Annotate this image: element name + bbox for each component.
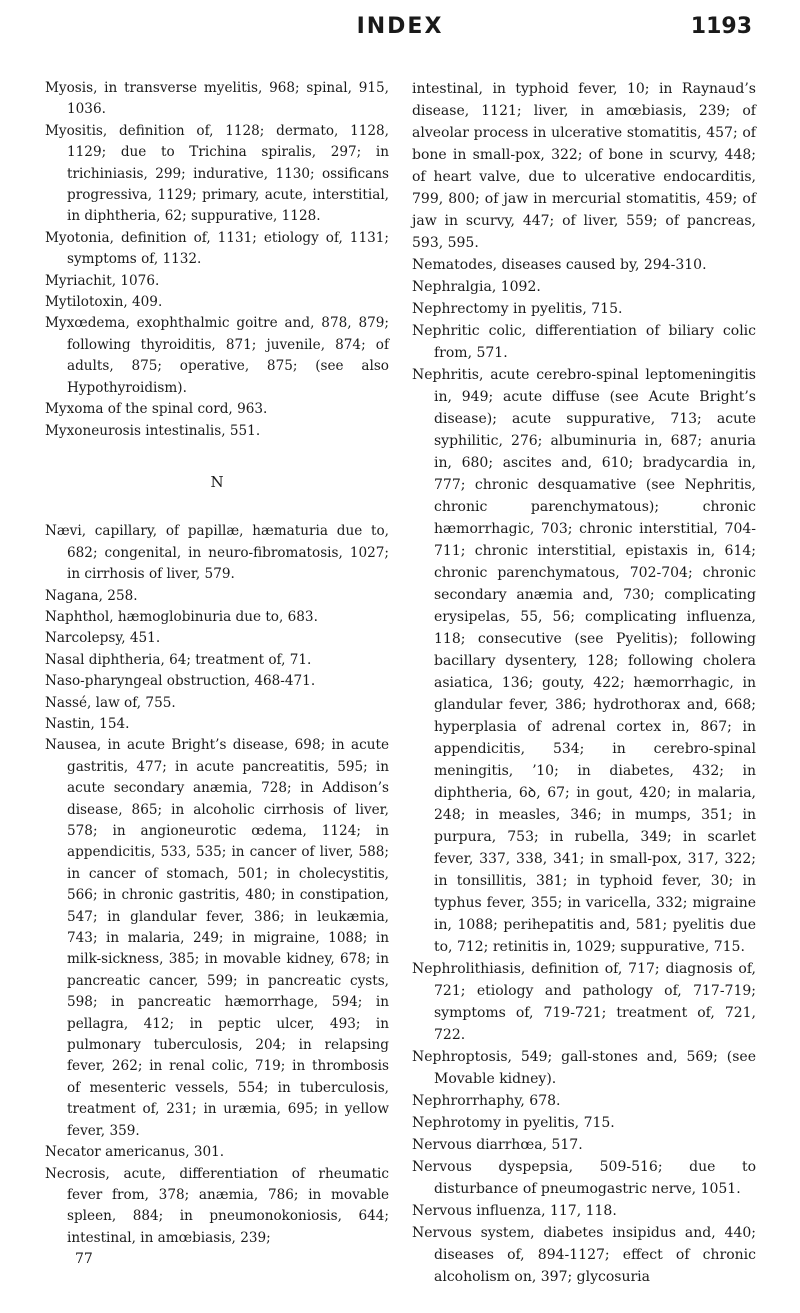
index-entry: Myxoma of the spinal cord, 963. — [45, 401, 268, 418]
index-entry: Nassé, law of, 755. — [45, 694, 176, 711]
index-entry: Nephroptosis, 549; gall-stones and, 569; (see Movable kidney). — [412, 1049, 756, 1087]
index-entry: Myxœdema, exophthalmic goitre and, 878, 879; following thyroiditis, 871; juvenile, 874; of adults, 875; operative, 875; (see also Hypothyroidism). — [45, 315, 389, 396]
index-entry: Nagana, 258. — [45, 587, 138, 604]
page-title: INDEX — [356, 14, 444, 39]
right-column — [412, 78, 756, 1288]
index-entry: Narcolepsy, 451. — [45, 630, 161, 647]
running-header — [0, 10, 800, 50]
index-entry: Nævi, capillary, of papillæ, hæmaturia due to, 682; congenital, in neuro-fibromatosis, 1027; in cirrhosis of liver, 579. — [45, 523, 389, 583]
section-letter: N — [210, 472, 224, 491]
index-entry: Naso-pharyngeal obstruction, 468-471. — [45, 673, 316, 690]
index-entry: Myxoneurosis intestinalis, 551. — [45, 422, 261, 439]
index-entry: intestinal, in typhoid fever, 10; in Raynaud’s disease, 1121; liver, in amœbiasis, 239; of alveolar process in ulcerative stomatitis, 457; of bone in small-pox, 322; of bone in scurvy, 448; of heart valve, due to ulcerative endocarditis, 799, 800; of jaw in mercurial stomatitis, 459; of jaw in scurvy, 447; of liver, 559; of pancreas, 593, 595. — [412, 81, 756, 251]
index-entry: Necrosis, acute, differentiation of rheumatic fever from, 378; anæmia, 786; in movable spleen, 884; in pneumonokoniosis, 644; intestinal, in amœbiasis, 239; — [45, 1165, 389, 1246]
index-entry: Nausea, in acute Bright’s disease, 698; in acute gastritis, 477; in acute pancreatitis, 595; in acute secondary anæmia, 728; in Addison’s disease, 865; in alcoholic cirrhosis of liver, 578; in angioneurotic œdema, 1124; in appendicitis, 533, 535; in cancer of liver, 588; in cancer of stomach, 501; in cholecystitis, 566; in chronic gastritis, 480; in constipation, 547; in glandular fever, 386; in leukæmia, 743; in malaria, 249; in migraine, 1088; in milk-sickness, 385; in movable kidney, 678; in pancreatic cancer, 599; in pancreatic cysts, 598; in pancreatic hæmorrhage, 594; in pellagra, 412; in peptic ulcer, 493; in pulmonary tuberculosis, 204; in relapsing fever, 262; in renal colic, 719; in thrombosis of mesenteric vessels, 554; in tuberculosis, treatment of, 231; in uræmia, 695; in yellow fever, 359. — [45, 737, 389, 1139]
index-entry: Nasal diphtheria, 64; treatment of, 71. — [45, 651, 312, 668]
index-entry: Nervous diarrhœa, 517. — [412, 1137, 583, 1153]
index-entry: Nephrorrhaphy, 678. — [412, 1093, 561, 1109]
index-entry: Naphthol, hæmoglobinuria due to, 683. — [45, 608, 318, 625]
index-entry: Nervous dyspepsia, 509-516; due to disturbance of pneumogastric nerve, 1051. — [412, 1159, 756, 1197]
index-entry: Nematodes, diseases caused by, 294-310. — [412, 257, 707, 273]
index-entry: Nephritic colic, differentiation of biliary colic from, 571. — [412, 323, 756, 361]
index-entry: Myosis, in transverse myelitis, 968; spinal, 915, 1036. — [45, 80, 389, 118]
left-column — [45, 78, 389, 1271]
index-entry: Nephrolithiasis, definition of, 717; diagnosis of, 721; etiology and pathology of, 717-719; symptoms of, 719-721; treatment of, 721, 722. — [412, 961, 756, 1043]
index-entry: Mytilotoxin, 409. — [45, 294, 163, 311]
index-entry: Nephralgia, 1092. — [412, 279, 541, 295]
index-entry: Nervous system, diabetes insipidus and, 440; diseases of, 894-1127; effect of chronic alcoholism on, 397; glycosuria — [412, 1225, 756, 1285]
index-entry: Myotonia, definition of, 1131; etiology of, 1131; symptoms of, 1132. — [45, 229, 389, 268]
index-entry: Myositis, definition of, 1128; dermato, 1128, 1129; due to Trichina spiralis, 297; in trichiniasis, 299; indurative, 1130; ossificans progressiva, 1129; primary, acute, interstitial, in diphtheria, 62; suppurative, 1128. — [45, 122, 389, 225]
index-entry: Nervous influenza, 117, 118. — [412, 1203, 617, 1219]
index-entry: Nephrectomy in pyelitis, 715. — [412, 301, 623, 317]
signature-mark: 77 — [75, 1251, 93, 1268]
index-entry: Myriachit, 1076. — [45, 272, 160, 289]
page-number: 1193 — [690, 14, 752, 39]
index-entry: Nastin, 154. — [45, 715, 130, 732]
index-entry: Nephrotomy in pyelitis, 715. — [412, 1115, 615, 1131]
index-entry: Nephritis, acute cerebro-spinal leptomeningitis in, 949; acute diffuse (see Acute Bright’s disease); acute suppurative, 713; acute syphilitic, 276; albuminuria in, 687; anuria in, 680; ascites and, 610; bradycardia in, 777; chronic desquamative (see Nephritis, chronic parenchymatous); chronic hæmorrhagic, 703; chronic interstitial, 704-711; chronic interstitial, epistaxis in, 614; chronic parenchymatous, 702-704; chronic secondary anæmia and, 730; complicating erysipelas, 55, 56; complicating influenza, 118; consecutive (see Pyelitis); following bacillary dysentery, 128; following cholera asiatica, 136; gouty, 422; hæmorrhagic, in glandular fever, 386; hydrothorax and, 668; hyperplasia of adrenal cortex in, 867; in appendicitis, 534; in cerebro-spinal meningitis, ʼ10; in diabetes, 432; in diphtheria, 6ꝺ, 67; in gout, 420; in malaria, 248; in measles, 346; in mumps, 351; in purpura, 753; in rubella, 349; in scarlet fever, 337, 338, 341; in small-pox, 317, 322; in tonsillitis, 381; in typhoid fever, 30; in typhus fever, 355; in varicella, 332; migraine in, 1088; perihepatitis and, 581; pyelitis due to, 712; retinitis in, 1029; suppurative, 715. — [412, 367, 756, 955]
index-entry: Necator americanus, 301. — [45, 1144, 225, 1161]
